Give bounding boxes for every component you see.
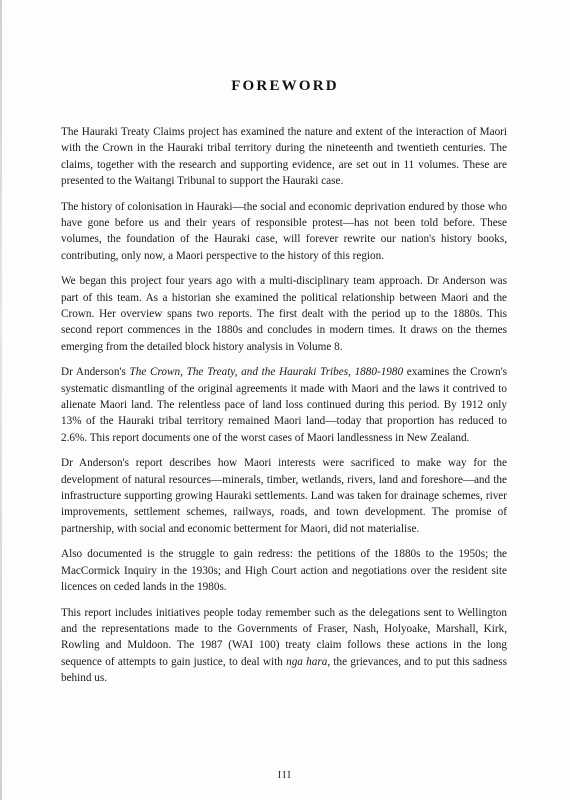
paragraph-4-rest: examines the Crown's systematic dismantling of the original agreements it made with Maori and the laws it contrived to alienate Maori land. The relentless pace of land loss continued during this period. By 1912 only 13% of the Hauraki tribal territory remained Maori land—today that proportion has reduced to 2.6%. This report documents one of the worst cases of Maori landlessness in New Zealand. — [61, 366, 507, 444]
paragraph-7-mid: ) treaty claim follows these actions in the long sequence of attempts to gain justice, to deal with — [61, 639, 507, 668]
foreword-body — [61, 124, 507, 696]
book-title: The Crown, The Treaty, and the Hauraki Tribes, 1880-1980 — [129, 366, 404, 379]
paragraph-4 — [61, 364, 507, 445]
paragraph-7-end: , the grievances, and to put this sadness behind us. — [61, 655, 507, 684]
paragraph-4-lead: Dr Anderson's — [61, 366, 130, 379]
page-title: FOREWORD — [231, 78, 339, 94]
paragraph-5: Dr Anderson's report describes how Maori interests were sacrificed to make way for the development of natural resources—minerals, timber, wetlands, rivers, land and foreshore—and the infrastructure supporting growing Hauraki settlements. Land was taken for drainage schemes, river improvements, settlement schemes, railways, roads, and town development. The promise of partnership, with social and economic betterment for Maori, did not materialise. — [61, 457, 507, 535]
page-edge — [0, 0, 2, 800]
paragraph-6: Also documented is the struggle to gain redress: the petitions of the 1880s to the 1950s; the MacCormick Inquiry in the 1930s; and High Court action and negotiations over the resident site licences on ceded lands in the 1980s. — [61, 548, 507, 593]
paragraph-2: The history of colonisation in Hauraki—the social and economic deprivation endured by those who have gone before us and their years of responsible protest—has not been told before. These volumes, the foundation of the Hauraki case, will forever rewrite our nation's history books, contributing, only now, a Maori perspective to the history of this region. — [61, 200, 507, 262]
paragraph-7-lead: This report includes initiatives people today remember such as the delegations sent to Wellington and the representations made to the Governments of Fraser, Nash, Holyoake, Marshall, Kirk, Rowling and Muldoon. The 1987 ( — [61, 606, 507, 652]
paragraph-3: We began this project four years ago with a multi-disciplinary team approach. Dr Anderson was part of this team. As a historian she examined the political relationship between Maori and the Crown. Her overview spans two reports. The first dealt with the period up to the 1880s. This second report commences in the 1880s and concludes in modern times. It draws on the themes emerging from the detailed block history analysis in Volume 8. — [61, 275, 507, 353]
paragraph-7 — [61, 605, 507, 686]
claim-number: WAI 100 — [232, 639, 276, 652]
page-number: III — [277, 770, 293, 781]
maori-term: nga hara — [286, 655, 328, 668]
paragraph-1: The Hauraki Treaty Claims project has examined the nature and extent of the interaction of Maori with the Crown in the Hauraki tribal territory during the nineteenth and twentieth centuries. The claims, together with the research and supporting evidence, are set out in 11 volumes. These are presented to the Waitangi Tribunal to support the Hauraki case. — [61, 126, 507, 187]
